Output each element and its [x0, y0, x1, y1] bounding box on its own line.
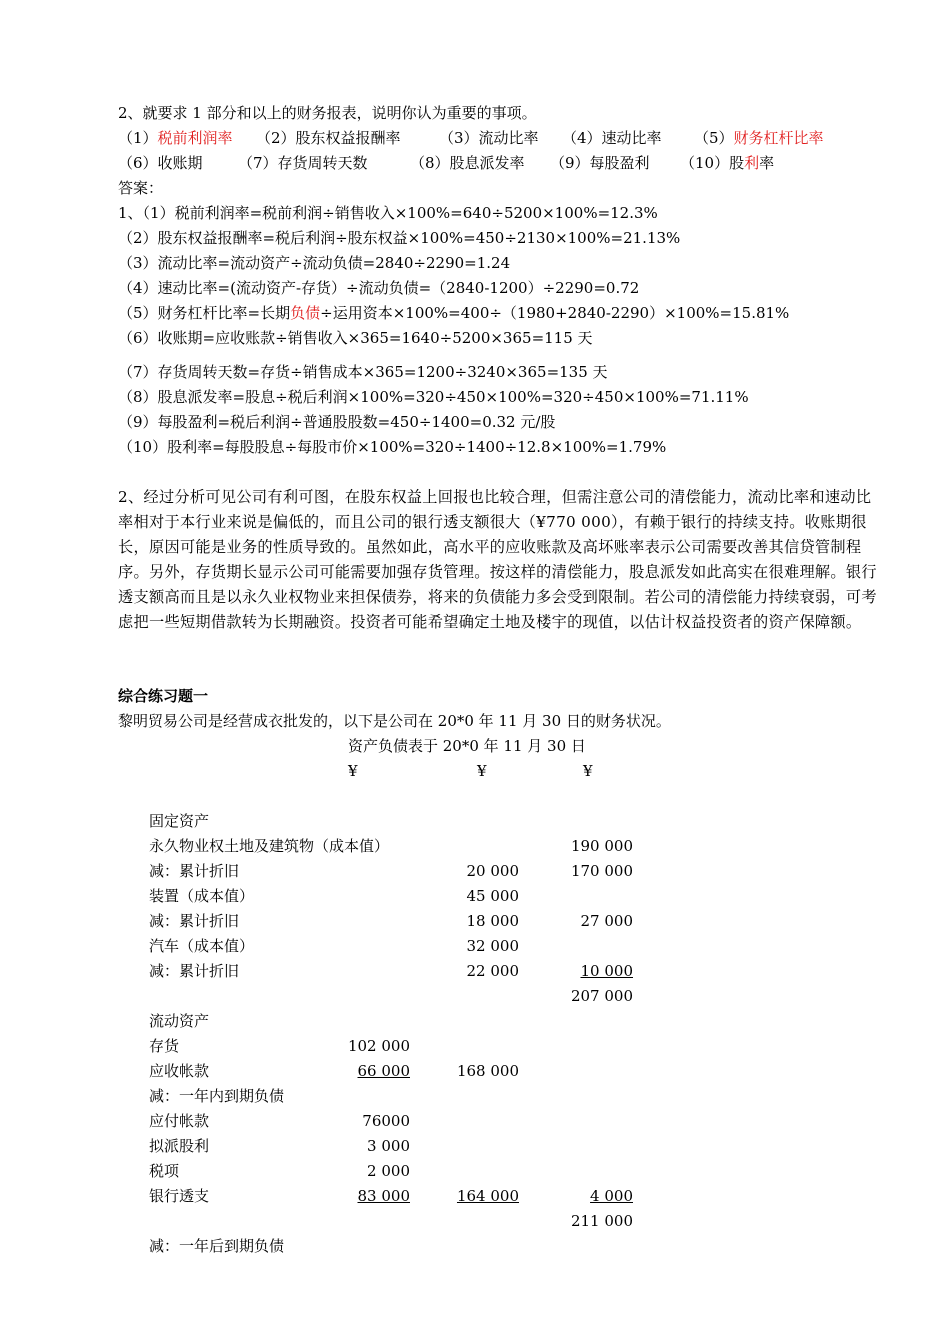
- row-amount: 207 000: [570, 987, 633, 1005]
- option-label: 流动比率: [478, 129, 539, 147]
- option-number: （6）: [118, 154, 158, 172]
- answer-label: 答案：: [118, 179, 164, 197]
- row-amount: 4 000: [590, 1187, 633, 1205]
- row-label: 减：累计折旧: [149, 912, 240, 930]
- row-amount: 164 000: [456, 1187, 519, 1205]
- row-amount: 22 000: [466, 962, 519, 980]
- option-label: 税前利润率: [157, 129, 233, 147]
- answer-item: 1、（1）税前利润率=税前利润÷销售收入×100%=640÷5200×100%=12.3%: [118, 204, 658, 222]
- option-label: 速动比率: [601, 129, 662, 147]
- option-label: 存货周转天数: [277, 154, 368, 172]
- question-option: [238, 153, 410, 173]
- option-number: （1）: [118, 129, 158, 147]
- option-number: （9）: [550, 154, 590, 172]
- question-option: [562, 128, 694, 148]
- question-option: [410, 153, 550, 173]
- currency-symbol: ¥: [477, 762, 487, 780]
- option-label: 股息派发率: [449, 154, 525, 172]
- answer-item: [118, 303, 789, 323]
- row-label: 装置（成本值）: [149, 887, 255, 905]
- row-amount: 168 000: [456, 1062, 519, 1080]
- row-label: 固定资产: [149, 812, 210, 830]
- row-label: 流动资产: [149, 1012, 210, 1030]
- question-row-2: [118, 153, 774, 173]
- row-amount: 3 000: [367, 1137, 410, 1155]
- row-amount: 211 000: [570, 1212, 633, 1230]
- option-number: （10）: [680, 154, 730, 172]
- row-amount: 76000: [362, 1112, 410, 1130]
- option-number: （7）: [238, 154, 278, 172]
- question-option: [256, 128, 439, 148]
- row-amount: 27 000: [580, 912, 633, 930]
- row-amount: 18 000: [466, 912, 519, 930]
- row-label: 减：累计折旧: [149, 962, 240, 980]
- balance-sheet-title: 资产负债表于 20*0 年 11 月 30 日: [348, 737, 586, 755]
- row-label: 拟派股利: [149, 1137, 210, 1155]
- row-amount: 102 000: [347, 1037, 410, 1055]
- answer-item: （10）股利率=每股股息÷每股市价×100%=320÷1400÷12.8×100%=1.79%: [118, 438, 667, 456]
- answer-text: （5）财务杠杆比率=长期: [118, 304, 291, 322]
- answer-item: （6）收账期=应收账款÷销售收入×365=1640÷5200×365=115 天: [118, 329, 593, 347]
- analysis-paragraph: 2、经过分析可见公司有利可图，在股东权益上回报也比较合理，但需注意公司的清偿能力，流动比率和速动比率相对于本行业来说是偏低的，而且公司的银行透支额很大（¥770 000），有赖于银行的持续支持。收账期很长，原因可能是业务的性质导致的。虽然如此，高水平的应收账款及高坏账率表示公司需要改善其信贷管制程序。另外，存货期长显示公司可能需要加强存货管理。按这样的清偿能力，股息派发如此高实在很难理解。银行透支额高而且是以永久业权物业来担保债券，将来的负债能力多会受到限制。若公司的清偿能力持续衰弱，可考虑把一些短期借款转为长期融资。投资者可能希望确定土地及楼宇的现值，以估计权益投资者的资产保障额。: [118, 488, 877, 631]
- option-label: 收账期: [157, 154, 203, 172]
- answer-item: （7）存货周转天数=存货÷销售成本×365=1200÷3240×365=135 天: [118, 363, 608, 381]
- option-number: （5）: [694, 129, 734, 147]
- row-amount: 190 000: [570, 837, 633, 855]
- option-label: 率: [759, 154, 775, 172]
- answer-item: （2）股东权益报酬率=税后利润÷股东权益×100%=450÷2130×100%=21.13%: [118, 229, 681, 247]
- answer-text: ÷运用资本×100%=400÷（1980+2840-2290）×100%=15.81%: [320, 304, 790, 322]
- option-label: 利: [744, 154, 760, 172]
- row-label: 永久物业权土地及建筑物（成本值）: [149, 837, 390, 855]
- currency-symbol: ¥: [583, 762, 593, 780]
- answer-item: （3）流动比率=流动资产÷流动负债=2840÷2290=1.24: [118, 254, 511, 272]
- question-option: [118, 153, 238, 173]
- row-label: 应付帐款: [149, 1112, 210, 1130]
- option-number: （8）: [410, 154, 450, 172]
- row-label: 汽车（成本值）: [149, 937, 255, 955]
- answer-text-highlight: 负债: [290, 304, 321, 322]
- row-label: 税项: [149, 1162, 180, 1180]
- row-label: 存货: [149, 1037, 180, 1055]
- exercise-title: 综合练习题一: [118, 687, 209, 705]
- exercise-intro: 黎明贸易公司是经营成衣批发的，以下是公司在 20*0 年 11 月 30 日的财务状况。: [118, 712, 671, 730]
- row-amount: 170 000: [570, 862, 633, 880]
- question-option: [439, 128, 562, 148]
- currency-symbol: ¥: [348, 762, 358, 780]
- row-amount: 32 000: [466, 937, 519, 955]
- row-label: 应收帐款: [149, 1062, 210, 1080]
- row-label: 减：一年后到期负债: [149, 1237, 285, 1255]
- option-number: （4）: [562, 129, 602, 147]
- row-amount: 83 000: [357, 1187, 410, 1205]
- question-option: [680, 153, 774, 173]
- row-amount: 10 000: [580, 962, 633, 980]
- row-amount: 20 000: [466, 862, 519, 880]
- row-amount: 66 000: [357, 1062, 410, 1080]
- option-label: 股东权益报酬率: [295, 129, 401, 147]
- answer-item: （8）股息派发率=股息÷税后利润×100%=320÷450×100%=320÷450×100%=71.11%: [118, 388, 749, 406]
- option-number: （2）: [256, 129, 296, 147]
- row-label: 减：累计折旧: [149, 862, 240, 880]
- row-label: 银行透支: [149, 1187, 210, 1205]
- question-row-1: [118, 128, 824, 148]
- option-label: 股: [729, 154, 745, 172]
- question-heading: 2、就要求 1 部分和以上的财务报表，说明你认为重要的事项。: [118, 104, 537, 122]
- question-option: [694, 128, 824, 148]
- option-label: 每股盈利: [589, 154, 650, 172]
- question-option: [550, 153, 680, 173]
- option-label: 财务杠杆比率: [733, 129, 824, 147]
- answer-item: （9）每股盈利=税后利润÷普通股股数=450÷1400=0.32 元/股: [118, 413, 556, 431]
- row-label: 减：一年内到期负债: [149, 1087, 285, 1105]
- question-option: [118, 128, 256, 148]
- row-amount: 2 000: [367, 1162, 410, 1180]
- answer-item: （4）速动比率=(流动资产-存货）÷流动负债=（2840-1200）÷2290=0.72: [118, 279, 640, 297]
- option-number: （3）: [439, 129, 479, 147]
- row-amount: 45 000: [466, 887, 519, 905]
